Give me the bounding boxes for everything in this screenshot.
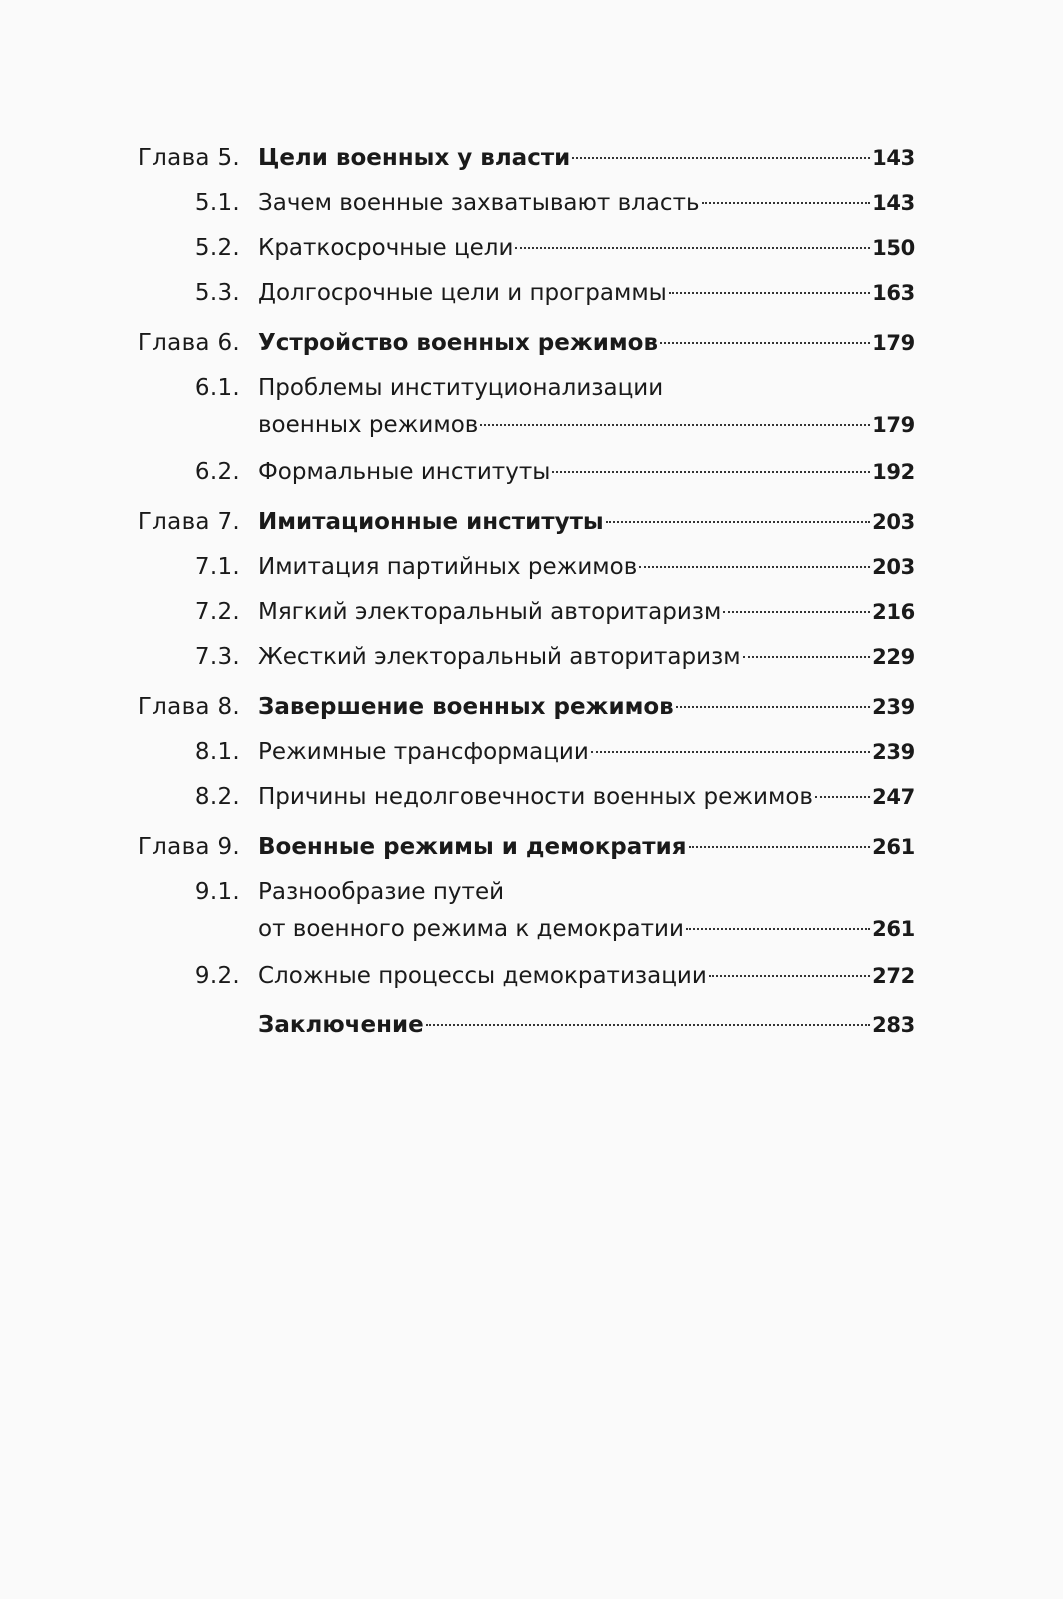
entry-number: Глава 9. <box>137 834 240 860</box>
dot-leader <box>515 247 870 249</box>
entry-title: Устройство военных режимов <box>258 330 659 356</box>
entry-page: 261 <box>872 917 915 941</box>
entry-number: 5.2. <box>194 235 240 261</box>
entry-title: Цели военных у власти <box>258 145 571 171</box>
dot-leader <box>606 521 870 523</box>
dot-leader <box>815 796 870 798</box>
entry-number: 5.1. <box>194 190 240 216</box>
dot-leader <box>702 202 871 204</box>
entry-title: Имитация партийных режимов <box>258 554 638 580</box>
toc-entry-section-7-3[interactable] <box>0 639 1063 676</box>
entry-page: 272 <box>872 964 915 988</box>
entry-title: Военные режимы и демократия <box>258 834 687 860</box>
entry-title: Режимные трансформации <box>258 739 589 765</box>
entry-page: 229 <box>872 645 915 669</box>
entry-page: 283 <box>872 1013 915 1037</box>
dot-leader <box>669 292 870 294</box>
entry-number: 6.1. <box>194 375 240 401</box>
entry-number: 8.2. <box>194 784 240 810</box>
entry-page: 163 <box>872 281 915 305</box>
entry-page: 150 <box>872 236 915 260</box>
entry-number: Глава 5. <box>137 145 240 171</box>
dot-leader <box>426 1024 870 1026</box>
dot-leader <box>686 928 870 930</box>
table-of-contents <box>0 140 1063 1044</box>
toc-entry-section-9-2[interactable] <box>0 958 1063 995</box>
entry-title: Имитационные институты <box>258 509 604 535</box>
toc-entry-section-8-1[interactable] <box>0 734 1063 771</box>
entry-number: 7.2. <box>194 599 240 625</box>
entry-page: 203 <box>872 555 915 579</box>
dot-leader <box>723 611 870 613</box>
entry-number: Глава 6. <box>137 330 240 356</box>
entry-number: 7.3. <box>194 644 240 670</box>
entry-page: 261 <box>872 835 915 859</box>
entry-title: Причины недолговечности военных режимов <box>258 784 813 810</box>
entry-page: 203 <box>872 510 915 534</box>
entry-number: 5.3. <box>194 280 240 306</box>
toc-entry-section-9-1[interactable] <box>0 874 1063 950</box>
entry-title: Мягкий электоральный авторитаризм <box>258 599 722 625</box>
entry-page: 239 <box>872 695 915 719</box>
entry-title: Зачем военные захватывают власть <box>258 190 700 216</box>
toc-entry-chapter-8[interactable] <box>0 689 1063 726</box>
dot-leader <box>591 751 870 753</box>
entry-title: Жесткий электоральный авторитаризм <box>258 644 741 670</box>
entry-title: от военного режима к демократии <box>258 916 684 942</box>
entry-page: 216 <box>872 600 915 624</box>
entry-number: 7.1. <box>194 554 240 580</box>
dot-leader <box>639 566 870 568</box>
entry-page: 179 <box>872 413 915 437</box>
dot-leader <box>676 706 870 708</box>
entry-number: 9.2. <box>194 963 240 989</box>
entry-title-line1: Проблемы институционализации <box>258 375 664 401</box>
dot-leader <box>572 157 870 159</box>
entry-number: Глава 8. <box>137 694 240 720</box>
dot-leader <box>709 975 870 977</box>
dot-leader <box>660 342 870 344</box>
entry-title: Краткосрочные цели <box>258 235 514 261</box>
toc-entry-chapter-6[interactable] <box>0 325 1063 362</box>
entry-title-line1: Разнообразие путей <box>258 879 505 905</box>
toc-entry-section-6-1[interactable] <box>0 370 1063 446</box>
toc-entry-section-7-2[interactable] <box>0 594 1063 631</box>
entry-number: 8.1. <box>194 739 240 765</box>
entry-page: 247 <box>872 785 915 809</box>
toc-entry-section-5-2[interactable] <box>0 230 1063 267</box>
entry-title: Долгосрочные цели и программы <box>258 280 667 306</box>
dot-leader <box>689 846 871 848</box>
entry-title: военных режимов <box>258 412 479 438</box>
toc-entry-chapter-5[interactable] <box>0 140 1063 177</box>
entry-page: 239 <box>872 740 915 764</box>
entry-page: 143 <box>872 191 915 215</box>
toc-entry-section-6-2[interactable] <box>0 454 1063 491</box>
entry-number: 6.2. <box>194 459 240 485</box>
toc-entry-section-5-1[interactable] <box>0 185 1063 222</box>
toc-entry-conclusion[interactable] <box>0 1007 1063 1044</box>
entry-title: Сложные процессы демократизации <box>258 963 707 989</box>
toc-entry-section-7-1[interactable] <box>0 549 1063 586</box>
entry-number: 9.1. <box>194 879 240 905</box>
toc-entry-chapter-7[interactable] <box>0 504 1063 541</box>
dot-leader <box>480 424 870 426</box>
entry-number: Глава 7. <box>137 509 240 535</box>
entry-title: Заключение <box>258 1012 424 1038</box>
toc-entry-section-8-2[interactable] <box>0 779 1063 816</box>
toc-entry-chapter-9[interactable] <box>0 829 1063 866</box>
entry-page: 143 <box>872 146 915 170</box>
entry-page: 179 <box>872 331 915 355</box>
dot-leader <box>743 656 870 658</box>
dot-leader <box>552 471 870 473</box>
entry-title: Формальные институты <box>258 459 551 485</box>
entry-page: 192 <box>872 460 915 484</box>
toc-entry-section-5-3[interactable] <box>0 275 1063 312</box>
entry-title: Завершение военных режимов <box>258 694 674 720</box>
